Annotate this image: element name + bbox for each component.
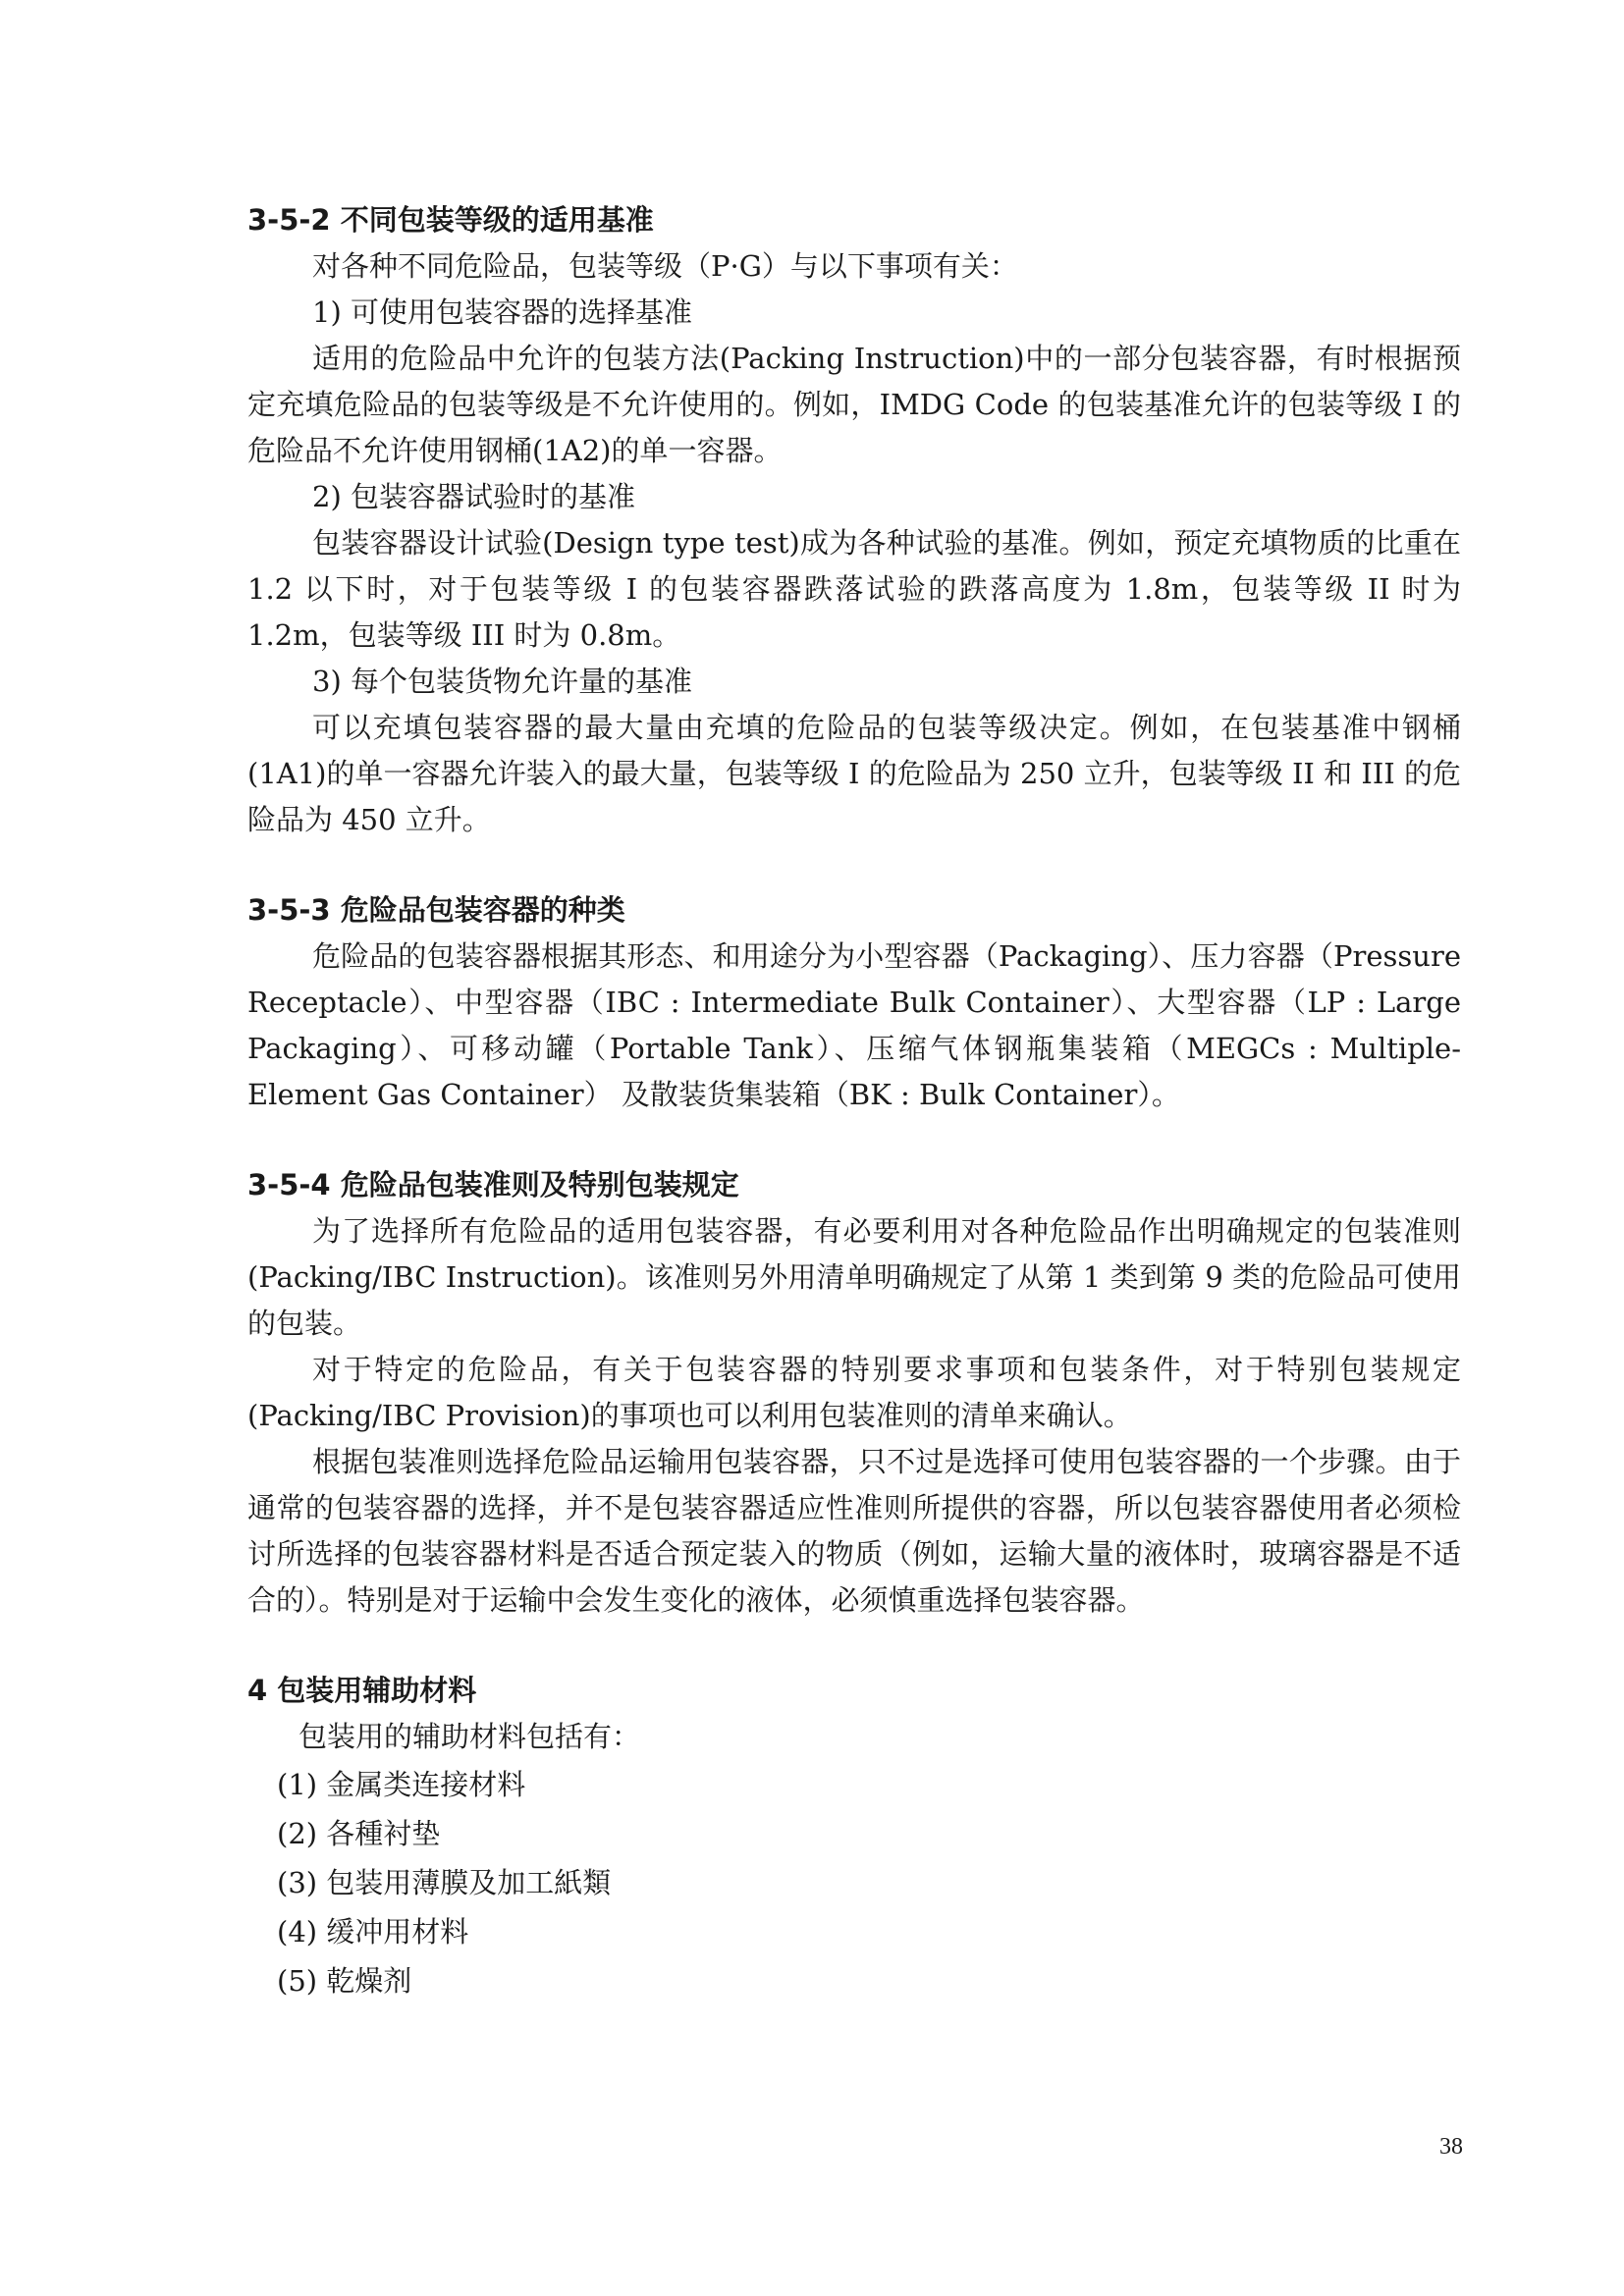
- list-item: (4) 缓冲用材料: [277, 1915, 469, 1949]
- section-heading: 3-5-3 危险品包装容器的种类: [247, 893, 625, 927]
- page-content: [247, 196, 1461, 2005]
- list-item: (5) 乾燥剂: [277, 1964, 412, 1998]
- sub-item-text: 包装容器设计试验(Design type test)成为各种试验的基准。例如，预定充填物质的比重在 1.2 以下时，对于包装等级 I 的包装容器跌落试验的跌落高度为 1.8m，包装等级 II 时为 1.2m，包装等级 III 时为 0.8m。: [247, 526, 1461, 652]
- section-heading: 3-5-4 危险品包装准则及特别包装规定: [247, 1168, 739, 1201]
- section-intro: 包装用的辅助材料包括有：: [298, 1720, 641, 1753]
- section-heading: 3-5-2 不同包装等级的适用基准: [247, 203, 654, 237]
- list-item: (3) 包装用薄膜及加工紙類: [277, 1866, 612, 1899]
- sub-item-label: 3) 每个包装货物允许量的基准: [312, 665, 692, 698]
- section-spacer: [247, 1624, 1461, 1667]
- section-3-5-3: [247, 886, 1461, 1118]
- sub-item-label: 1) 可使用包装容器的选择基准: [312, 295, 692, 329]
- section-spacer: [247, 1118, 1461, 1161]
- section-paragraph: 为了选择所有危险品的适用包装容器，有必要利用对各种危险品作出明确规定的包装准则 (Packing/IBC Instruction)。该准则另外用清单明确规定了从第 1 类到第 9 类的危险品可使用的包装。: [247, 1214, 1461, 1340]
- section-heading: 4 包装用辅助材料: [247, 1674, 477, 1707]
- section-paragraph: 对于特定的危险品，有关于包装容器的特别要求事项和包装条件，对于特别包装规定(Packing/IBC Provision)的事项也可以利用包装准则的清单来确认。: [247, 1353, 1461, 1432]
- section-spacer: [247, 843, 1461, 886]
- section-paragraph: 根据包装准则选择危险品运输用包装容器，只不过是选择可使用包装容器的一个步骤。由于通常的包装容器的选择，并不是包装容器适应性准则所提供的容器，所以包装容器使用者必须检讨所选择的包装容器材料是否适合预定装入的物质（例如，运输大量的液体时，玻璃容器是不适合的）。特别是对于运输中会发生变化的液体，必须慎重选择包装容器。: [247, 1445, 1461, 1617]
- list-item: (2) 各種衬垫: [277, 1817, 441, 1850]
- list-item: (1) 金属类连接材料: [277, 1768, 526, 1801]
- section-3-5-4: [247, 1161, 1461, 1624]
- auxiliary-materials-list: [247, 1760, 1461, 2005]
- sub-item-text: 适用的危险品中允许的包装方法(Packing Instruction)中的一部分包装容器，有时根据预定充填危险品的包装等级是不允许使用的。例如，IMDG Code 的包装基准允许的包装等级 I 的危险品不允许使用钢桶(1A2)的单一容器。: [247, 342, 1461, 467]
- sub-item-text: 可以充填包装容器的最大量由充填的危险品的包装等级决定。例如，在包装基准中钢桶(1A1)的单一容器允许装入的最大量，包装等级 I 的危险品为 250 立升，包装等级 II 和 III 的危险品为 450 立升。: [247, 711, 1461, 836]
- section-intro: 对各种不同危险品，包装等级（P·G）与以下事项有关：: [312, 249, 1018, 283]
- sub-item-label: 2) 包装容器试验时的基准: [312, 480, 635, 513]
- section-text: 危险品的包装容器根据其形态、和用途分为小型容器（Packaging）、压力容器（Pressure Receptacle）、中型容器（IBC : Intermediate Bulk Container）、大型容器（LP : Large Packaging）、可移动罐（Portable Tank）、压缩气体钢瓶集装箱（MEGCs : Multiple-Element Gas Container） 及散装货集装箱（BK : Bulk Container）。: [247, 939, 1461, 1111]
- page-number: 38: [1439, 2134, 1463, 2160]
- section-3-5-2: [247, 196, 1461, 843]
- section-4: [247, 1667, 1461, 2005]
